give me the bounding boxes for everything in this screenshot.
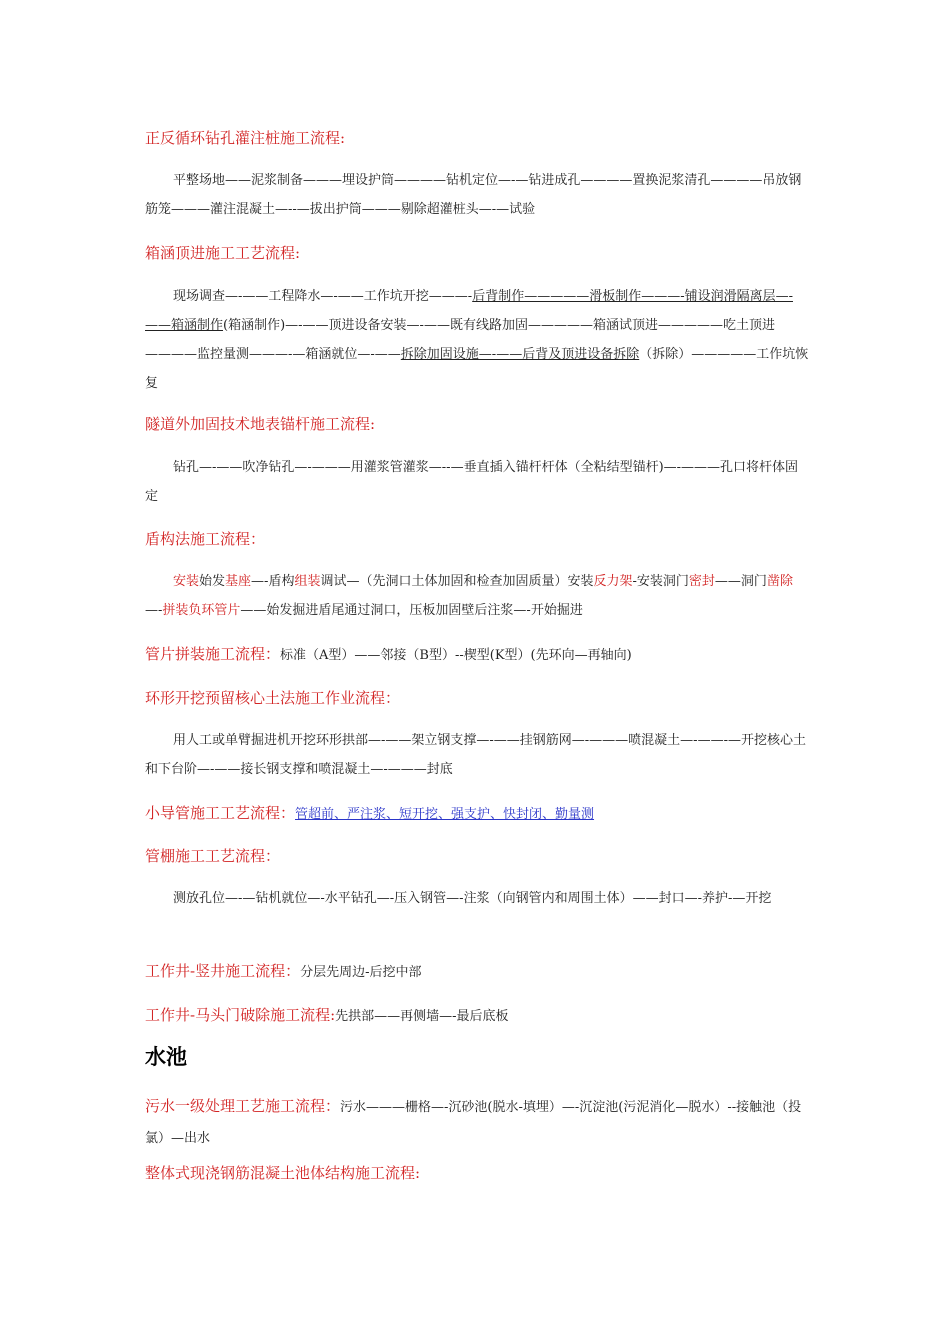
section-heading-small-pipe: 小导管施工工艺流程： bbox=[145, 804, 296, 822]
section-heading-pipe-roof: 管棚施工工艺流程： bbox=[145, 847, 281, 865]
text-segment: 始发 bbox=[199, 574, 226, 589]
highlighted-term: 凿除 bbox=[766, 574, 793, 589]
section-sewage-treatment bbox=[145, 1091, 810, 1153]
text-segment: —- bbox=[145, 603, 163, 618]
section-small-pipe bbox=[145, 803, 810, 825]
text-segment: —-盾构 bbox=[251, 574, 295, 589]
highlighted-term: 拼装负环管片 bbox=[162, 603, 241, 618]
section-heading-shaft: 工作井-竖井施工流程： bbox=[145, 962, 301, 980]
section-segment-assembly bbox=[145, 644, 810, 666]
chapter-title-pool: 水池 bbox=[145, 1045, 187, 1069]
section-body-sewage-treatment: 污水———栅格—-沉砂池(脱水-填埋）—-沉淀池(污泥消化—脱水）--接触池（投氯）—出水 bbox=[145, 1100, 802, 1146]
highlighted-term: 安装 bbox=[173, 574, 200, 589]
section-horsehead-door bbox=[145, 1005, 810, 1027]
highlighted-term: 反力架 bbox=[593, 574, 633, 589]
section-heading-surface-anchor: 隧道外加固技术地表锚杆施工流程: bbox=[145, 415, 376, 433]
section-body-segment-assembly: 标准（A型）——邻接（B型）--楔型(K型）(先环向—再轴向) bbox=[280, 648, 632, 663]
section-heading-cast-in-place-pool: 整体式现浇钢筋混凝土池体结构施工流程: bbox=[145, 1164, 421, 1182]
section-body-box-culvert bbox=[145, 282, 810, 398]
section-heading-bored-pile: 正反循环钻孔灌注桩施工流程: bbox=[145, 129, 346, 147]
section-heading-sewage-treatment: 污水一级处理工艺施工流程： bbox=[145, 1097, 341, 1115]
highlighted-term: 密封 bbox=[688, 574, 715, 589]
section-heading-horsehead-door: 工作井-马头门破除施工流程: bbox=[145, 1006, 336, 1024]
section-body-shield-method bbox=[145, 567, 810, 625]
section-body-shaft: 分层先周边-后挖中部 bbox=[300, 965, 422, 980]
text-segment: （拆除）—————工作坑恢复 bbox=[145, 347, 809, 391]
highlighted-term: 基座 bbox=[225, 574, 252, 589]
section-body-horsehead-door: 先拱部——再侧墙—-最后底板 bbox=[335, 1009, 509, 1024]
underlined-segment: 拆除加固设施—-——后背及顶进设备拆除 bbox=[400, 347, 640, 362]
text-segment: 现场调查—-——工程降水—-——工作坑开挖———- bbox=[173, 289, 473, 304]
section-heading-segment-assembly: 管片拼装施工流程： bbox=[145, 645, 281, 663]
text-segment: 调试—（先洞口土体加固和检查加固质量）安装 bbox=[320, 574, 594, 589]
section-heading-box-culvert: 箱涵顶进施工工艺流程: bbox=[145, 244, 301, 262]
section-body-pipe-roof: 测放孔位—-—钻机就位—-水平钻孔—-压入钢管—-注浆（向钢管内和周围土体）——封口—-养护-—开挖 bbox=[173, 891, 772, 906]
section-heading-ring-excavation: 环形开挖预留核心土法施工作业流程： bbox=[145, 689, 401, 707]
section-body-ring-excavation: 用人工或单臂掘进机开挖环形拱部—-——架立钢支撑—-——挂钢筋网—-———喷混凝土—-——-—开挖核心土和下台阶—-——接长钢支撑和喷混凝土—-———封底 bbox=[145, 733, 806, 777]
text-segment: ——洞门 bbox=[714, 574, 767, 589]
section-body-bored-pile: 平整场地——泥浆制备———埋设护筒————钻机定位—-—钻进成孔————置换泥浆清孔————吊放钢筋笼———灌注混凝土—--—拔出护筒———剔除超灌桩头—-—试验 bbox=[145, 173, 802, 217]
section-shaft bbox=[145, 961, 810, 983]
section-body-small-pipe-link[interactable]: 管超前、严注浆、短开挖、强支护、快封闭、勤量测 bbox=[295, 807, 595, 822]
section-heading-shield-method: 盾构法施工流程： bbox=[145, 530, 266, 548]
text-segment: -安装洞门 bbox=[632, 574, 689, 589]
text-segment: (箱涵制作)—-——顶进设备安装—-——既有线路加固—————箱涵试顶进—————吃土顶进————监控量测———-—箱涵就位—-—— bbox=[145, 318, 775, 362]
highlighted-term: 组装 bbox=[294, 574, 321, 589]
underlined-segment: 后背制作—————滑板制作———-铺设润滑隔离层—-——箱涵制作 bbox=[145, 289, 793, 333]
text-segment: ——始发掘进盾尾通过洞口，压板加固壁后注浆—-开始掘进 bbox=[240, 603, 583, 618]
section-body-surface-anchor: 钻孔—-——吹净钻孔—-———用灌浆管灌浆—--—垂直插入锚杆杆体（全粘结型锚杆)—-———孔口将杆体固定 bbox=[145, 460, 799, 504]
